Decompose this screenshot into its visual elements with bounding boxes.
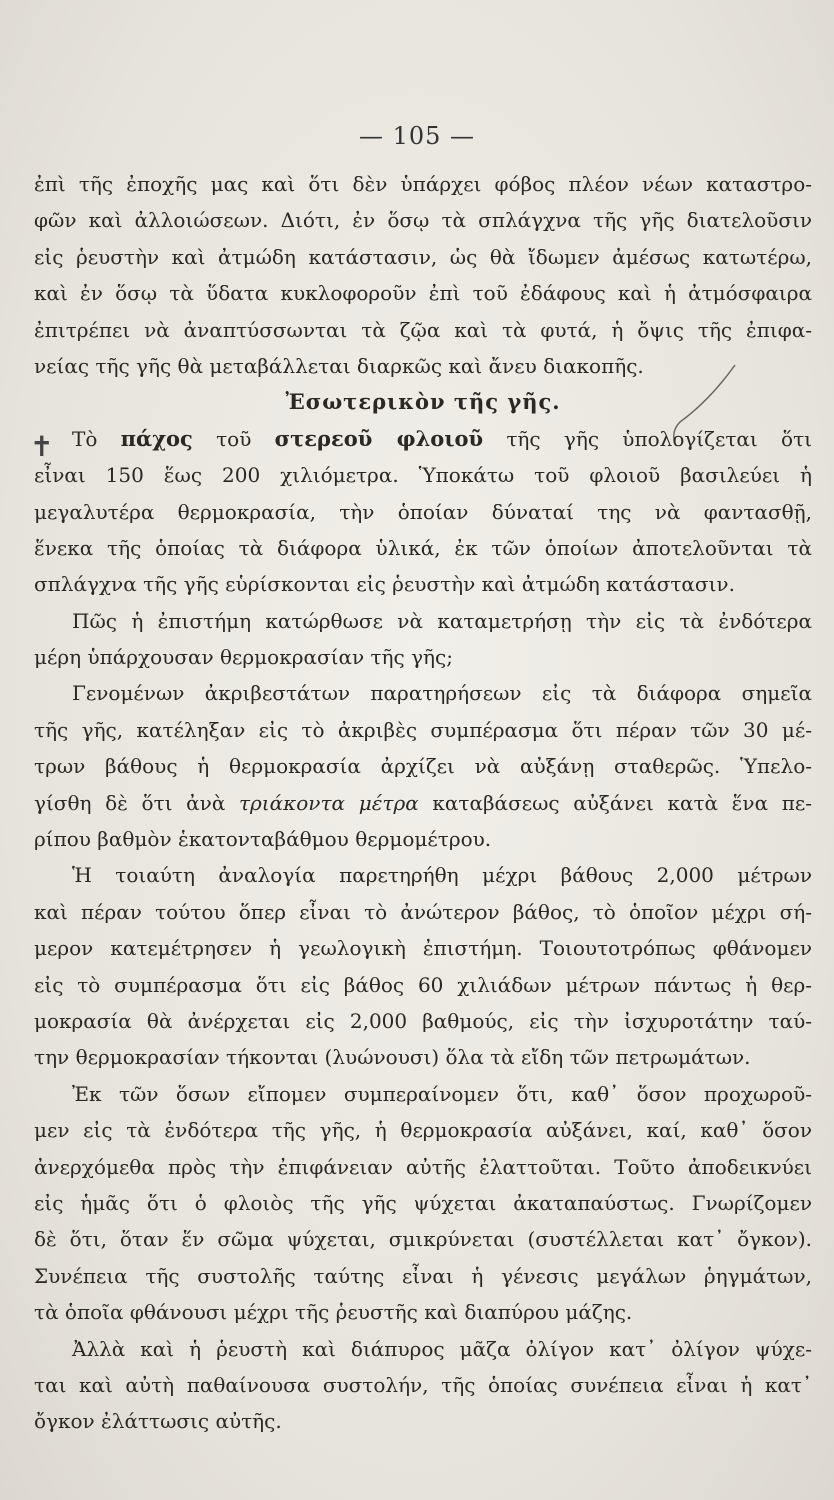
text-run: τοῦ bbox=[192, 426, 275, 451]
text-line: τὰ ὁποῖα φθάνουσι μέχρι τῆς ῥευστῆς καὶ διαπύρου μάζης. bbox=[34, 1300, 633, 1325]
text-line: τῆς γῆς, κατέληξαν εἰς τὸ ἀκριβὲς συμπέρασμα ὅτι πέραν τῶν 30 μέ- bbox=[34, 717, 812, 742]
text-line: ται καὶ αὐτὴ παθαίνουσα συστολήν, τῆς ὁποίας συνέπεια εἶναι ἡ κατ᾽ bbox=[34, 1372, 812, 1397]
text-run: τῆς γῆς ὑπολογίζεται ὅτι bbox=[483, 426, 812, 451]
text-run: Τὸ bbox=[72, 426, 121, 451]
text-line: Ἀλλὰ καὶ ἡ ῥευστὴ καὶ διάπυρος μᾶζα ὀλίγον κατ᾽ ὀλίγον ψύχε- bbox=[72, 1336, 812, 1361]
text-line: Πῶς ἡ ἐπιστήμη κατώρθωσε νὰ καταμετρήσῃ τὴν εἰς τὰ ἐνδότερα bbox=[72, 608, 812, 633]
text-line: καὶ πέραν τούτου ὅπερ εἶναι τὸ ἀνώτερον βάθος, τὸ ὁποῖον μέχρι σή- bbox=[34, 899, 812, 924]
text-line: ἐπὶ τῆς ἐποχῆς μας καὶ ὅτι δὲν ὑπάρχει φόβος πλέον νέων καταστρο- bbox=[34, 172, 812, 196]
text-line bbox=[34, 785, 812, 821]
bold-term: πάχος bbox=[120, 425, 193, 451]
page-number: — 105 — bbox=[358, 122, 476, 150]
italic-term: τριάκοντα μέτρα bbox=[238, 790, 419, 815]
text-line: φῶν καὶ ἀλλοιώσεων. Διότι, ἐν ὅσῳ τὰ σπλάγχνα τῆς γῆς διατελοῦσιν bbox=[34, 208, 812, 233]
text-line: Γενομένων ἀκριβεστάτων παρατηρήσεων εἰς τὰ διάφορα σημεῖα bbox=[72, 681, 812, 706]
text-line: μεγαλυτέρα θερμοκρασία, τὴν ὁποίαν δύναταί της νὰ φαντασθῇ, bbox=[34, 499, 812, 524]
text-line: Ἐκ τῶν ὅσων εἴπομεν συμπεραίνομεν ὅτι, καθ᾽ ὅσον προχωροῦ- bbox=[72, 1081, 812, 1106]
margin-cross-mark: ✝ bbox=[30, 430, 54, 463]
text-run: καταβάσεως αὐξάνει κατὰ ἕνα πε- bbox=[418, 790, 812, 815]
text-line: ὄγκον ἐλάττωσις αὐτῆς. bbox=[34, 1409, 282, 1434]
text-run: γίσθη δὲ ὅτι ἀνὰ bbox=[34, 790, 239, 815]
text-line: ἕνεκα τῆς ὁποίας τὰ διάφορα ὑλικά, ἐκ τῶν ὁποίων ἀποτελοῦνται τὰ bbox=[34, 535, 812, 560]
text-line: εἰς ῥευστὴν καὶ ἀτμώδη κατάστασιν, ὡς θὰ ἴδωμεν ἀμέσως κατωτέρω, bbox=[34, 244, 812, 269]
text-line: ἀνερχόμεθα πρὸς τὴν ἐπιφάνειαν αὐτῆς ἐλαττοῦται. Τοῦτο ἀποδεικνύει bbox=[34, 1154, 812, 1179]
text-line: μεν εἰς τὰ ἐνδότερα τῆς γῆς, ἡ θερμοκρασία αὐξάνει, καί, καθ᾽ ὅσον bbox=[34, 1118, 812, 1143]
text-line bbox=[34, 421, 812, 457]
text-line: ρίπου βαθμὸν ἑκατονταβάθμου θερμομέτρου. bbox=[34, 827, 492, 852]
text-line: εἰς ἡμᾶς ὅτι ὁ φλοιὸς τῆς γῆς ψύχεται ἀκαταπαύστως. Γνωρίζομεν bbox=[34, 1190, 812, 1215]
text-line: σπλάγχνα τῆς γῆς εὑρίσκονται εἰς ῥευστὴν καὶ ἀτμώδη κατάστασιν. bbox=[34, 572, 735, 597]
text-line: δὲ ὅτι, ὅταν ἕν σῶμα ψύχεται, σμικρύνεται (συστέλλεται κατ᾽ ὄγκον). bbox=[34, 1227, 812, 1252]
text-line: ἐπιτρέπει νὰ ἀναπτύσσωνται τὰ ζῷα καὶ τὰ φυτά, ἡ ὄψις τῆς ἐπιφα- bbox=[34, 317, 812, 342]
section-heading: Ἐσωτερικὸν τῆς γῆς. bbox=[285, 389, 561, 415]
text-line: καὶ ἐν ὅσῳ τὰ ὕδατα κυκλοφοροῦν ἐπὶ τοῦ ἐδάφους καὶ ἡ ἀτμόσφαιρα bbox=[34, 281, 812, 306]
bold-term: στερεοῦ φλοιοῦ bbox=[274, 425, 484, 451]
text-line: εἰς τὸ συμπέρασμα ὅτι εἰς βάθος 60 χιλιάδων μέτρων πάντως ἡ θερ- bbox=[34, 972, 812, 997]
text-line: τρων βάθους ἡ θερμοκρασία ἀρχίζει νὰ αὐξάνῃ σταθερῶς. Ὑπελο- bbox=[34, 754, 812, 779]
text-line: Ἡ τοιαύτη ἀναλογία παρετηρήθη μέχρι βάθους 2,000 μέτρων bbox=[72, 863, 812, 888]
text-line: Συνέπεια τῆς συστολῆς ταύτης εἶναι ἡ γένεσις μεγάλων ῥηγμάτων, bbox=[34, 1263, 812, 1288]
text-line: νείας τῆς γῆς θὰ μεταβάλλεται διαρκῶς καὶ ἄνευ διακοπῆς. bbox=[34, 353, 644, 378]
text-line: μερον κατεμέτρησεν ἡ γεωλογικὴ ἐπιστήμη. Τοιουτοτρόπως φθάνομεν bbox=[34, 936, 812, 961]
body-text bbox=[34, 166, 812, 1440]
text-line: εἶναι 150 ἕως 200 χιλιόμετρα. Ὑποκάτω τοῦ φλοιοῦ βασιλεύει ἡ bbox=[34, 463, 812, 488]
text-line: μοκρασία θὰ ἀνέρχεται εἰς 2,000 βαθμούς, εἰς τὴν ἰσχυροτάτην ταύ- bbox=[34, 1008, 812, 1033]
text-line: την θερμοκρασίαν τήκονται (λυώνουσι) ὅλα τὰ εἴδη τῶν πετρωμάτων. bbox=[34, 1045, 751, 1070]
text-line: μέρη ὑπάρχουσαν θερμοκρασίαν τῆς γῆς; bbox=[34, 645, 453, 670]
